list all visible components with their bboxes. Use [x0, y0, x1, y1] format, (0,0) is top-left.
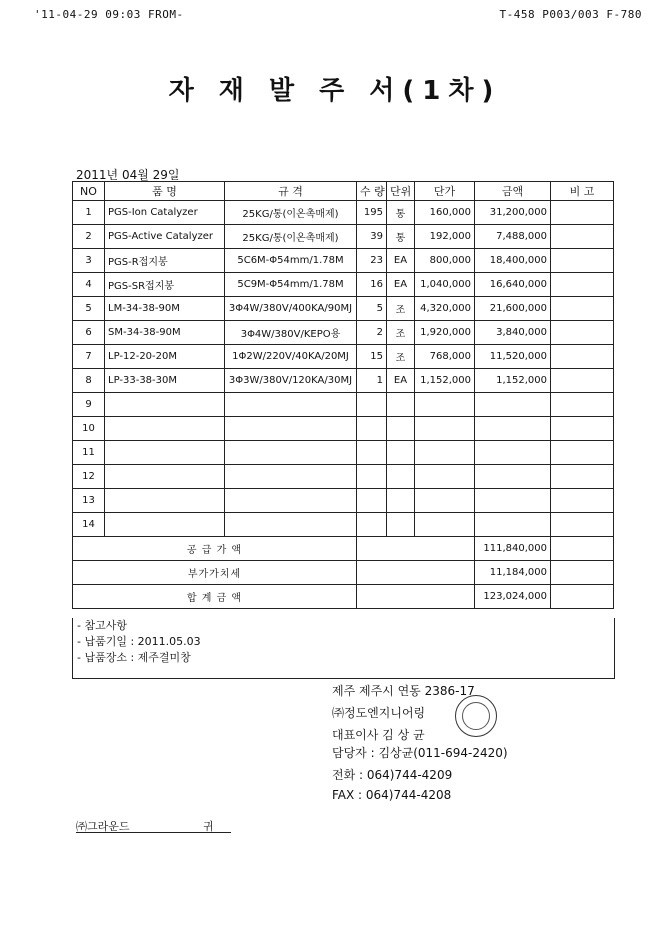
company-seal-icon	[455, 695, 497, 737]
row-unit: EA	[387, 249, 415, 273]
row-price: 1,040,000	[415, 273, 475, 297]
summary-label: 부가가치세	[73, 561, 357, 585]
row-note	[551, 369, 614, 393]
row-qty: 23	[357, 249, 387, 273]
row-name: SM-34-38-90M	[105, 321, 225, 345]
summary-note	[551, 537, 614, 561]
table-row	[73, 489, 614, 513]
row-name	[105, 465, 225, 489]
row-note	[551, 249, 614, 273]
row-name	[105, 513, 225, 537]
row-no: 2	[73, 225, 105, 249]
sender-phone: 전화 : 064)744-4209	[332, 768, 453, 782]
row-spec: 25KG/통(이온촉매제)	[225, 225, 357, 249]
summary-row	[73, 537, 614, 561]
row-unit: EA	[387, 369, 415, 393]
row-spec: 5C6M-Φ54mm/1.78M	[225, 249, 357, 273]
row-note	[551, 417, 614, 441]
table-header-row	[73, 182, 614, 201]
recipient-suffix: 귀	[203, 820, 214, 833]
row-price: 800,000	[415, 249, 475, 273]
row-no: 11	[73, 441, 105, 465]
row-unit	[387, 393, 415, 417]
row-price: 768,000	[415, 345, 475, 369]
row-amount: 11,520,000	[475, 345, 551, 369]
delivery-place: - 납품장소 : 제주결미창	[77, 651, 191, 664]
col-spec: 규 격	[225, 182, 357, 201]
document-title: 자 재 발 주 서(1차)	[168, 76, 502, 106]
row-unit: 조	[387, 345, 415, 369]
row-amount	[475, 417, 551, 441]
row-amount: 7,488,000	[475, 225, 551, 249]
row-unit: 통	[387, 201, 415, 225]
row-qty	[357, 393, 387, 417]
table-row	[73, 225, 614, 249]
delivery-date: - 납품기일 : 2011.05.03	[77, 635, 201, 648]
sender-ceo: 대표이사 김 상 균	[332, 728, 425, 742]
row-unit: 조	[387, 297, 415, 321]
row-name: PGS-SR접지봉	[105, 273, 225, 297]
row-note	[551, 273, 614, 297]
row-qty	[357, 465, 387, 489]
row-name: LP-33-38-30M	[105, 369, 225, 393]
row-no: 8	[73, 369, 105, 393]
summary-row	[73, 561, 614, 585]
row-no: 1	[73, 201, 105, 225]
row-name: PGS-Active Catalyzer	[105, 225, 225, 249]
col-no: NO	[73, 182, 105, 201]
notes-heading: - 참고사항	[77, 619, 127, 632]
row-price: 4,320,000	[415, 297, 475, 321]
row-qty	[357, 513, 387, 537]
row-unit	[387, 489, 415, 513]
table-row	[73, 465, 614, 489]
table-row	[73, 369, 614, 393]
row-unit	[387, 417, 415, 441]
row-price	[415, 513, 475, 537]
row-amount	[475, 489, 551, 513]
row-price	[415, 489, 475, 513]
row-no: 14	[73, 513, 105, 537]
row-spec: 3Φ4W/380V/KEPO용	[225, 321, 357, 345]
row-no: 9	[73, 393, 105, 417]
row-price	[415, 417, 475, 441]
row-no: 13	[73, 489, 105, 513]
row-note	[551, 225, 614, 249]
row-price: 160,000	[415, 201, 475, 225]
row-no: 7	[73, 345, 105, 369]
row-unit: 통	[387, 225, 415, 249]
col-name: 품 명	[105, 182, 225, 201]
row-amount: 3,840,000	[475, 321, 551, 345]
row-amount	[475, 513, 551, 537]
row-qty: 16	[357, 273, 387, 297]
row-name: PGS-R접지봉	[105, 249, 225, 273]
table-row	[73, 321, 614, 345]
order-date: 2011년 04월 29일	[76, 168, 180, 182]
row-spec	[225, 465, 357, 489]
row-qty	[357, 441, 387, 465]
row-no: 4	[73, 273, 105, 297]
table-row	[73, 345, 614, 369]
row-no: 10	[73, 417, 105, 441]
fax-header-right: T-458 P003/003 F-780	[499, 8, 642, 21]
recipient-underline	[76, 832, 231, 833]
row-spec: 25KG/통(이온촉매제)	[225, 201, 357, 225]
col-note: 비 고	[551, 182, 614, 201]
row-note	[551, 297, 614, 321]
row-amount: 1,152,000	[475, 369, 551, 393]
row-spec	[225, 393, 357, 417]
summary-blank	[357, 585, 475, 609]
row-name	[105, 489, 225, 513]
summary-label: 합 계 금 액	[73, 585, 357, 609]
row-name: LM-34-38-90M	[105, 297, 225, 321]
row-name: PGS-Ion Catalyzer	[105, 201, 225, 225]
row-spec	[225, 513, 357, 537]
row-qty: 195	[357, 201, 387, 225]
sender-company: ㈜정도엔지니어링	[332, 706, 426, 720]
row-price	[415, 465, 475, 489]
row-note	[551, 489, 614, 513]
sender-fax: FAX : 064)744-4208	[332, 788, 452, 802]
table-row	[73, 249, 614, 273]
summary-blank	[357, 561, 475, 585]
table-row	[73, 297, 614, 321]
row-name	[105, 441, 225, 465]
row-amount: 16,640,000	[475, 273, 551, 297]
summary-row	[73, 585, 614, 609]
row-unit: 조	[387, 321, 415, 345]
row-name	[105, 393, 225, 417]
row-price: 1,920,000	[415, 321, 475, 345]
row-unit	[387, 465, 415, 489]
row-spec: 3Φ4W/380V/400KA/90MJ	[225, 297, 357, 321]
order-table	[72, 181, 614, 609]
summary-amount: 11,184,000	[475, 561, 551, 585]
row-no: 3	[73, 249, 105, 273]
table-row	[73, 441, 614, 465]
row-spec: 3Φ3W/380V/120KA/30MJ	[225, 369, 357, 393]
col-price: 단가	[415, 182, 475, 201]
row-amount: 21,600,000	[475, 297, 551, 321]
row-note	[551, 393, 614, 417]
table-row	[73, 417, 614, 441]
row-qty: 39	[357, 225, 387, 249]
row-unit	[387, 441, 415, 465]
row-note	[551, 201, 614, 225]
summary-note	[551, 561, 614, 585]
col-qty: 수 량	[357, 182, 387, 201]
row-note	[551, 321, 614, 345]
row-spec: 5C9M-Φ54mm/1.78M	[225, 273, 357, 297]
row-name	[105, 417, 225, 441]
sender-manager: 담당자 : 김상균(011-694-2420)	[332, 746, 508, 760]
row-price	[415, 393, 475, 417]
row-name: LP-12-20-20M	[105, 345, 225, 369]
col-amount: 금액	[475, 182, 551, 201]
recipient-name: ㈜그라운드	[76, 820, 130, 833]
row-qty: 1	[357, 369, 387, 393]
col-unit: 단위	[387, 182, 415, 201]
summary-amount: 111,840,000	[475, 537, 551, 561]
row-note	[551, 513, 614, 537]
row-note	[551, 441, 614, 465]
row-no: 12	[73, 465, 105, 489]
row-no: 5	[73, 297, 105, 321]
table-row	[73, 513, 614, 537]
row-qty: 15	[357, 345, 387, 369]
summary-label: 공 급 가 액	[73, 537, 357, 561]
table-row	[73, 393, 614, 417]
table-row	[73, 201, 614, 225]
row-amount: 18,400,000	[475, 249, 551, 273]
row-qty	[357, 489, 387, 513]
row-amount	[475, 393, 551, 417]
notes-section	[72, 618, 615, 679]
row-price: 192,000	[415, 225, 475, 249]
fax-header-left: '11-04-29 09:03 FROM-	[34, 8, 184, 21]
row-unit	[387, 513, 415, 537]
row-spec: 1Φ2W/220V/40KA/20MJ	[225, 345, 357, 369]
summary-blank	[357, 537, 475, 561]
row-note	[551, 345, 614, 369]
row-qty: 2	[357, 321, 387, 345]
row-qty	[357, 417, 387, 441]
row-spec	[225, 417, 357, 441]
table-row	[73, 273, 614, 297]
summary-note	[551, 585, 614, 609]
row-spec	[225, 441, 357, 465]
row-spec	[225, 489, 357, 513]
row-price: 1,152,000	[415, 369, 475, 393]
row-amount: 31,200,000	[475, 201, 551, 225]
row-unit: EA	[387, 273, 415, 297]
summary-amount: 123,024,000	[475, 585, 551, 609]
row-no: 6	[73, 321, 105, 345]
sender-address: 제주 제주시 연동 2386-17	[332, 684, 475, 698]
row-note	[551, 465, 614, 489]
row-price	[415, 441, 475, 465]
row-amount	[475, 441, 551, 465]
row-qty: 5	[357, 297, 387, 321]
row-amount	[475, 465, 551, 489]
